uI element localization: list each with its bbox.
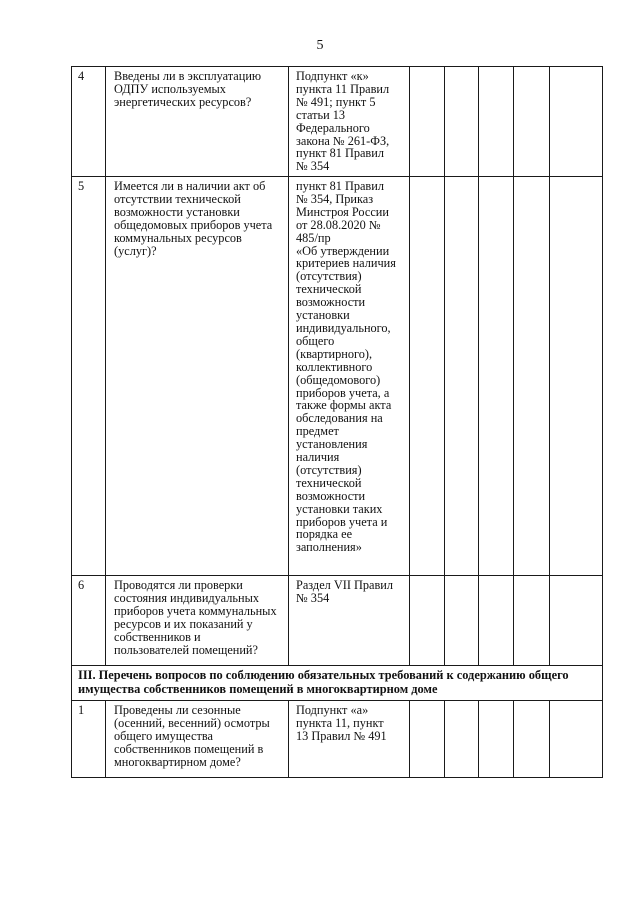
table-row: [72, 67, 603, 177]
answer-yes-cell: [410, 177, 445, 576]
row-number: 6: [72, 576, 106, 666]
answer-no-cell: [445, 177, 479, 576]
section-heading: III. Перечень вопросов по соблюдению обязательных требований к содержанию общего имущества собственников помещений в многоквартирном доме: [72, 666, 603, 701]
notes-cell: [550, 701, 603, 778]
answer-cell: [514, 177, 550, 576]
answer-yes-cell: [410, 67, 445, 177]
table-row: [72, 576, 603, 666]
answer-no-cell: [445, 701, 479, 778]
answer-yes-cell: [410, 576, 445, 666]
answer-cell: [514, 576, 550, 666]
notes-cell: [550, 576, 603, 666]
answer-cell: [514, 701, 550, 778]
row-number: 4: [72, 67, 106, 177]
section-heading-row: [72, 666, 603, 701]
answer-cell: [514, 67, 550, 177]
legal-basis-cell: пункт 81 Правил № 354, Приказ Минстроя России от 28.08.2020 № 485/пр «Об утверждении критериев наличия (отсутствия) технической возможности установки индивидуального, общего (квартирного), коллективного (общедомового) приборов учета, а также формы акта обследования на предмет установления наличия (отсутствия) технической возможности установки таких приборов учета и порядка ее заполнения»: [289, 177, 410, 576]
answer-not-applicable-cell: [479, 67, 514, 177]
notes-cell: [550, 177, 603, 576]
answer-not-applicable-cell: [479, 576, 514, 666]
question-cell: Имеется ли в наличии акт об отсутствии технической возможности установки общедомовых приборов учета коммунальных ресурсов (услуг)?: [106, 177, 289, 576]
page-number: 5: [316, 38, 324, 53]
answer-no-cell: [445, 67, 479, 177]
notes-cell: [550, 67, 603, 177]
legal-basis-cell: Подпункт «к» пункта 11 Правил № 491; пункт 5 статьи 13 Федерального закона № 261-ФЗ, пункт 81 Правил № 354: [289, 67, 410, 177]
checklist-table: [71, 66, 603, 778]
answer-not-applicable-cell: [479, 177, 514, 576]
row-number: 1: [72, 701, 106, 778]
question-cell: Проведены ли сезонные (осенний, весенний) осмотры общего имущества собственников помещений в многоквартирном доме?: [106, 701, 289, 778]
table-row: [72, 701, 603, 778]
answer-yes-cell: [410, 701, 445, 778]
legal-basis-cell: Подпункт «а» пункта 11, пункт 13 Правил № 491: [289, 701, 410, 778]
question-cell: Введены ли в эксплуатацию ОДПУ используемых энергетических ресурсов?: [106, 67, 289, 177]
answer-no-cell: [445, 576, 479, 666]
answer-not-applicable-cell: [479, 701, 514, 778]
question-cell: Проводятся ли проверки состояния индивидуальных приборов учета коммунальных ресурсов и их показаний у собственников и пользователей помещений?: [106, 576, 289, 666]
legal-basis-cell: Раздел VII Правил № 354: [289, 576, 410, 666]
row-number: 5: [72, 177, 106, 576]
table-row: [72, 177, 603, 576]
